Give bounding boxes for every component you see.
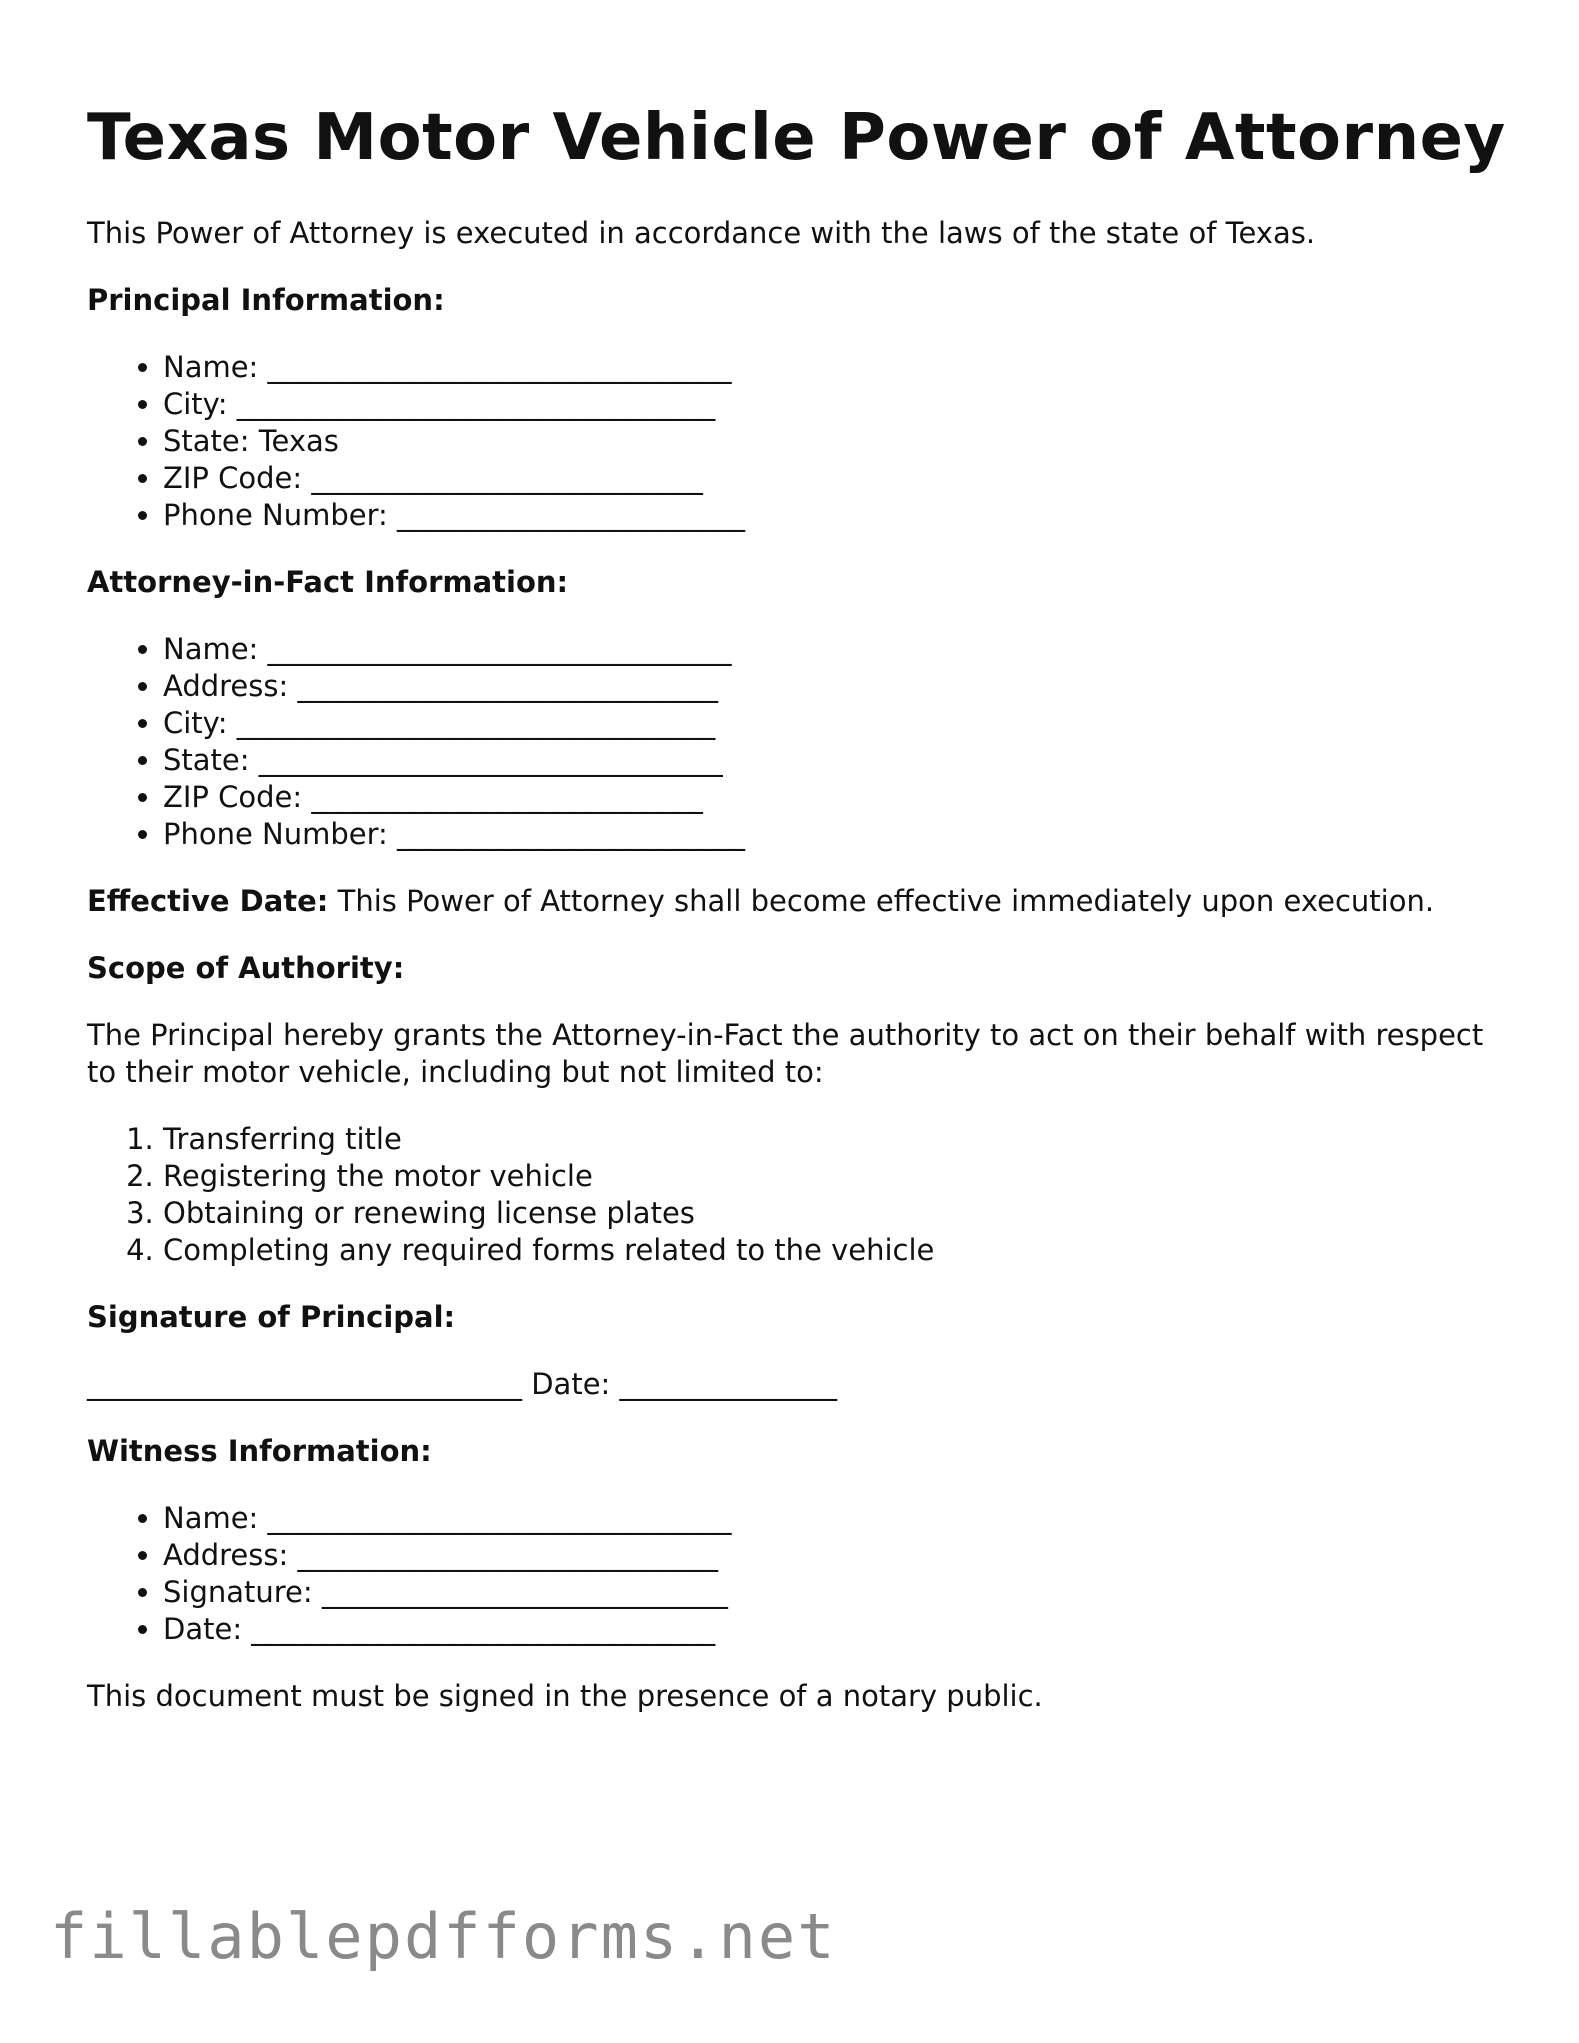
- scope-item: 1. Transferring title: [163, 1121, 1507, 1158]
- attorney-zip-field[interactable]: • ZIP Code: ___________________________: [163, 779, 1507, 816]
- attorney-city-field[interactable]: • City: _________________________________: [163, 705, 1507, 742]
- scope-item: 3. Obtaining or renewing license plates: [163, 1195, 1507, 1232]
- witness-address-field[interactable]: • Address: _____________________________: [163, 1537, 1507, 1574]
- scope-list: [87, 1121, 1507, 1269]
- principal-city-field[interactable]: • City: _________________________________: [163, 386, 1507, 423]
- signature-heading: Signature of Principal:: [87, 1299, 456, 1334]
- document-page: [87, 100, 1507, 1745]
- principal-heading: Principal Information:: [87, 282, 445, 317]
- principal-name-field[interactable]: • Name: ________________________________: [163, 349, 1507, 386]
- witness-date-field[interactable]: • Date: ________________________________: [163, 1611, 1507, 1648]
- principal-phone-field[interactable]: • Phone Number: ________________________: [163, 497, 1507, 534]
- witness-signature-field[interactable]: • Signature: ____________________________: [163, 1574, 1507, 1611]
- scope-item: 4. Completing any required forms related to the vehicle: [163, 1232, 1507, 1269]
- attorney-name-field[interactable]: • Name: ________________________________: [163, 631, 1507, 668]
- effective-date-text: This Power of Attorney shall become effective immediately upon execution.: [328, 883, 1435, 918]
- scope-item: 2. Registering the motor vehicle: [163, 1158, 1507, 1195]
- attorney-address-field[interactable]: • Address: _____________________________: [163, 668, 1507, 705]
- signature-date-line[interactable]: ______________________________ Date: _______________: [87, 1366, 838, 1401]
- attorney-phone-field[interactable]: • Phone Number: ________________________: [163, 816, 1507, 853]
- effective-date-label: Effective Date:: [87, 883, 329, 918]
- principal-state-field: • State: Texas: [163, 423, 1507, 460]
- witness-name-field[interactable]: • Name: ________________________________: [163, 1500, 1507, 1537]
- notary-note: This document must be signed in the presence of a notary public.: [87, 1678, 1043, 1713]
- attorney-list: [87, 631, 1507, 853]
- intro-paragraph: This Power of Attorney is executed in accordance with the laws of the state of Texas.: [87, 215, 1316, 250]
- document-title: Texas Motor Vehicle Power of Attorney: [87, 101, 1506, 175]
- scope-heading: Scope of Authority:: [87, 950, 405, 985]
- witness-heading: Witness Information:: [87, 1433, 432, 1468]
- principal-zip-field[interactable]: • ZIP Code: ___________________________: [163, 460, 1507, 497]
- principal-list: [87, 349, 1507, 534]
- scope-paragraph: The Principal hereby grants the Attorney-in-Fact the authority to act on their behalf with respect to their motor vehicle, including but not limited to:: [87, 1017, 1484, 1089]
- attorney-state-field[interactable]: • State: ________________________________: [163, 742, 1507, 779]
- watermark-text: fillablepdfforms.net: [50, 1900, 837, 1973]
- effective-date-paragraph: [87, 883, 1507, 920]
- witness-list: [87, 1500, 1507, 1648]
- attorney-heading: Attorney-in-Fact Information:: [87, 564, 569, 599]
